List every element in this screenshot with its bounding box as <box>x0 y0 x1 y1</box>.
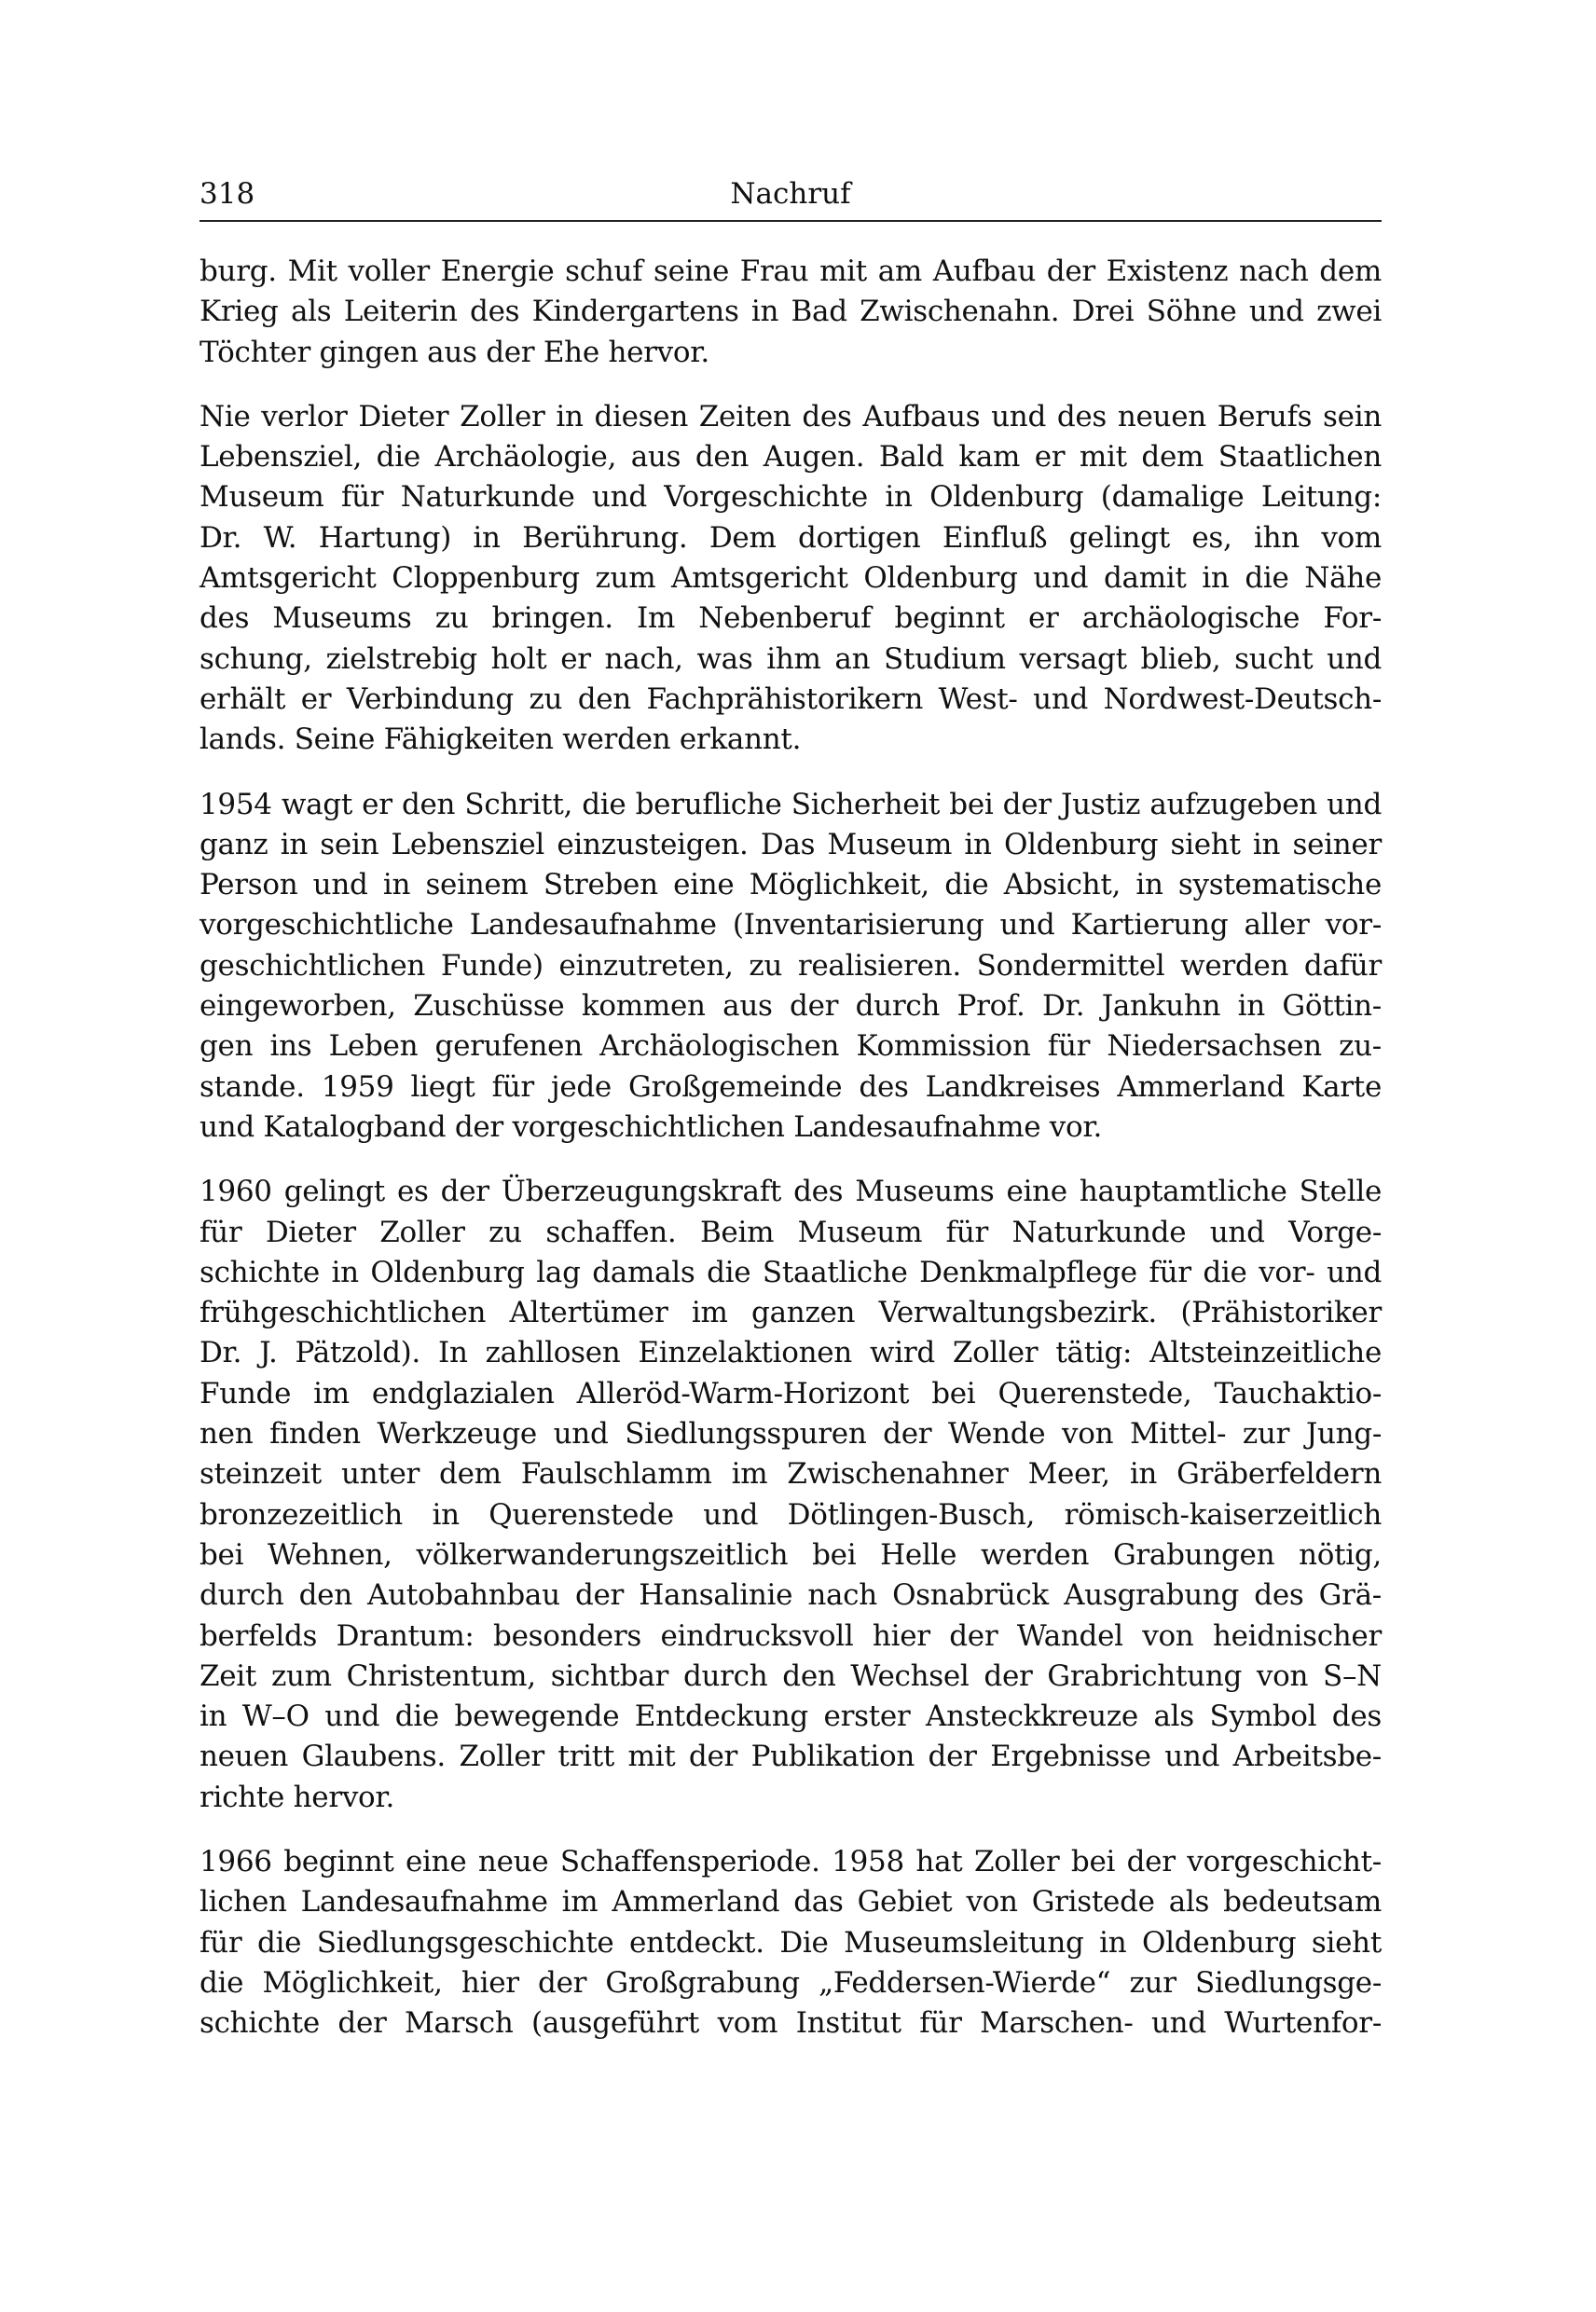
text-line: vorgeschichtliche Landesaufnahme (Inventarisierung und Kartierung aller vor- <box>200 908 1382 943</box>
text-line: 1966 beginnt eine neue Schaffensperiode. 1958 hat Zoller bei der vorgeschicht- <box>200 1844 1382 1878</box>
text-line: ganz in sein Lebensziel einzusteigen. Das Museum in Oldenburg sieht in seiner <box>200 827 1382 861</box>
text-line: erhält er Verbindung zu den Fachprähistorikern West- und Nordwest-Deutsch- <box>200 681 1382 716</box>
text-line: lands. Seine Fähigkeiten werden erkannt. <box>200 722 802 757</box>
text-line: für die Siedlungsgeschichte entdeckt. Die Museumsleitung in Oldenburg sieht <box>200 1925 1382 1960</box>
text-line: bei Wehnen, völkerwanderungszeitlich bei Helle werden Grabungen nötig, <box>200 1537 1382 1572</box>
paragraph-4 <box>200 1172 1382 1818</box>
page-header <box>200 168 1382 222</box>
paragraph-1 <box>200 252 1382 373</box>
page-number: 318 <box>200 177 255 211</box>
text-line: schichte in Oldenburg lag damals die Staatliche Denkmalpflege für die vor- und <box>200 1255 1382 1289</box>
text-line: in W–O und die bewegende Entdeckung erster Ansteckkreuze als Symbol des <box>200 1700 1382 1734</box>
text-line: Dr. J. Pätzold). In zahllosen Einzelaktionen wird Zoller tätig: Altsteinzeitliche <box>200 1336 1382 1370</box>
text-line: geschichtlichen Funde) einzutreten, zu realisieren. Sondermittel werden dafür <box>200 948 1382 983</box>
paragraph-2 <box>200 397 1382 761</box>
running-title: Nachruf <box>730 177 851 211</box>
text-line: schichte der Marsch (ausgeführt vom Institut für Marschen- und Wurtenfor- <box>200 2006 1382 2041</box>
paragraph-5 <box>200 1842 1382 2044</box>
text-line: Lebensziel, die Archäologie, aus den Augen. Bald kam er mit dem Staatlichen <box>200 440 1382 475</box>
text-line: steinzeit unter dem Faulschlamm im Zwischenahner Meer, in Gräberfeldern <box>200 1457 1382 1492</box>
text-line: bronzezeitlich in Querenstede und Dötlingen-Busch, römisch-kaiserzeitlich <box>200 1497 1382 1532</box>
text-line: Zeit zum Christentum, sichtbar durch den Wechsel der Grabrichtung von S–N <box>200 1658 1382 1693</box>
text-line: gen ins Leben gerufenen Archäologischen Kommission für Niedersachsen zu- <box>200 1029 1382 1064</box>
body-text <box>200 252 1382 2068</box>
text-line: 1960 gelingt es der Überzeugungskraft des Museums eine hauptamtliche Stelle <box>200 1175 1382 1209</box>
text-line: für Dieter Zoller zu schaffen. Beim Museum für Naturkunde und Vorge- <box>200 1215 1382 1249</box>
text-line: nen finden Werkzeuge und Siedlungsspuren der Wende von Mittel- zur Jung- <box>200 1417 1382 1452</box>
text-line: Museum für Naturkunde und Vorgeschichte in Oldenburg (damalige Leitung: <box>200 480 1382 515</box>
text-line: stande. 1959 liegt für jede Großgemeinde des Landkreises Ammerland Karte <box>200 1069 1382 1104</box>
text-line: des Museums zu bringen. Im Nebenberuf beginnt er archäologische For- <box>200 601 1382 636</box>
paragraph-3 <box>200 785 1382 1149</box>
text-line: frühgeschichtlichen Altertümer im ganzen Verwaltungsbezirk. (Prähistoriker <box>200 1296 1382 1330</box>
text-line: Töchter gingen aus der Ehe hervor. <box>200 335 709 369</box>
text-line: die Möglichkeit, hier der Großgrabung „Feddersen-Wierde“ zur Siedlungsge- <box>200 1965 1382 2000</box>
text-line: Krieg als Leiterin des Kindergartens in Bad Zwischenahn. Drei Söhne und zwei <box>200 295 1382 329</box>
text-line: und Katalogband der vorgeschichtlichen Landesaufnahme vor. <box>200 1109 1103 1144</box>
text-line: Person und in seinem Streben eine Möglichkeit, die Absicht, in systematische <box>200 868 1382 902</box>
text-line: burg. Mit voller Energie schuf seine Frau mit am Aufbau der Existenz nach dem <box>200 255 1382 288</box>
text-line: Dr. W. Hartung) in Berührung. Dem dortigen Einfluß gelingt es, ihn vom <box>200 520 1382 555</box>
text-line: 1954 wagt er den Schritt, die berufliche Sicherheit bei der Justiz aufzugeben und <box>200 787 1382 821</box>
text-line: Funde im endglazialen Alleröd-Warm-Horizont bei Querenstede, Tauchaktio- <box>200 1376 1382 1411</box>
text-line: durch den Autobahnbau der Hansalinie nach Osnabrück Ausgrabung des Grä- <box>200 1578 1382 1613</box>
text-line: Nie verlor Dieter Zoller in diesen Zeiten des Aufbaus und des neuen Berufs sein <box>200 399 1382 434</box>
text-line: neuen Glaubens. Zoller tritt mit der Publikation der Ergebnisse und Arbeitsbe- <box>200 1740 1382 1774</box>
text-line: berfelds Drantum: besonders eindrucksvoll hier der Wandel von heidnischer <box>200 1618 1382 1653</box>
text-line: Amtsgericht Cloppenburg zum Amtsgericht Oldenburg und damit in die Nähe <box>200 561 1382 596</box>
text-line: lichen Landesaufnahme im Ammerland das Gebiet von Gristede als bedeutsam <box>200 1885 1382 1920</box>
text-line: schung, zielstrebig holt er nach, was ihm an Studium versagt blieb, sucht und <box>200 641 1382 676</box>
text-line: eingeworben, Zuschüsse kommen aus der durch Prof. Dr. Jankuhn in Göttin- <box>200 989 1382 1024</box>
text-line: richte hervor. <box>200 1780 395 1814</box>
